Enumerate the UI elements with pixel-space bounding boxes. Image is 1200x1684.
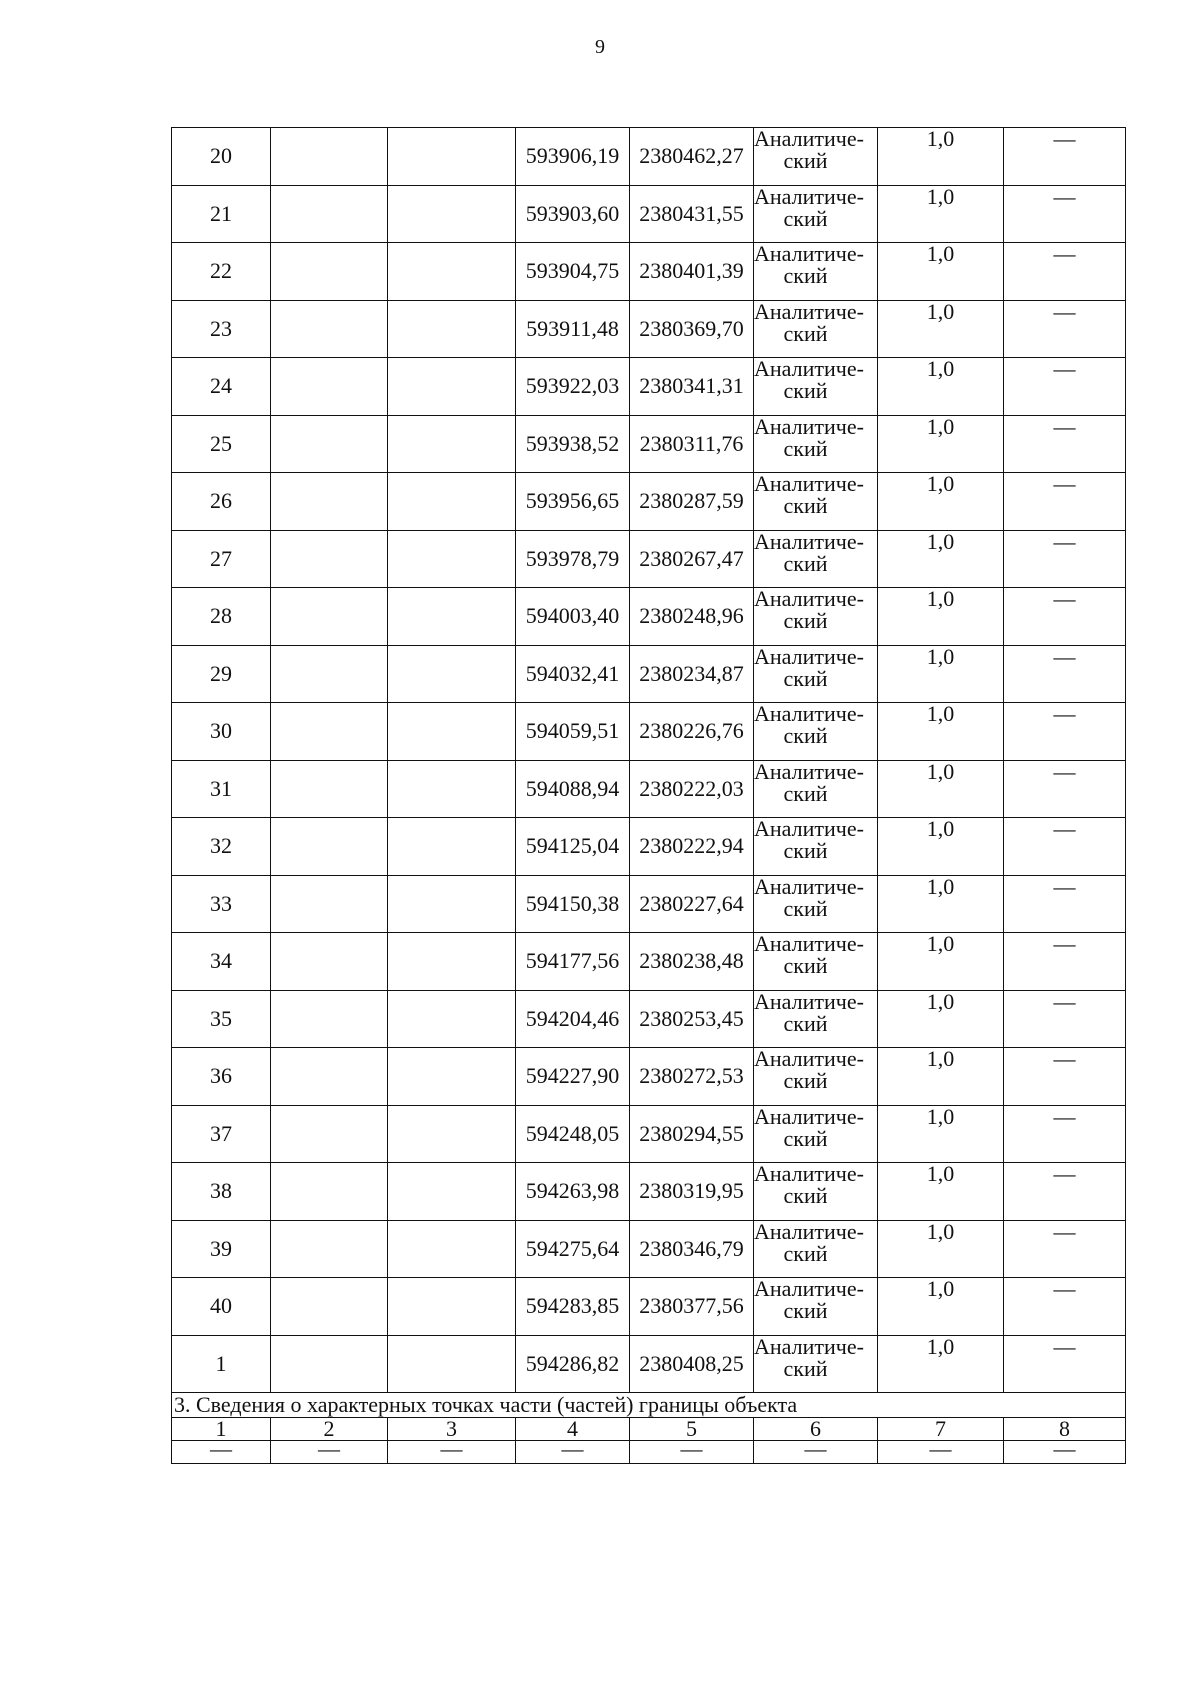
coord-x: 593956,65	[516, 473, 630, 531]
table-row	[172, 1048, 1126, 1106]
col-header: 3	[388, 1418, 516, 1441]
method-line-2: ский	[783, 723, 828, 748]
empty-cell	[388, 760, 516, 818]
point-number: 28	[172, 588, 271, 646]
empty-cell	[388, 243, 516, 301]
method-line-2: ский	[783, 550, 828, 576]
accuracy: 1,0	[878, 645, 1004, 703]
method-line-1: Аналитиче-	[754, 702, 864, 726]
empty-cell	[271, 243, 388, 301]
coord-x: 594227,90	[516, 1048, 630, 1106]
table-row	[172, 1278, 1126, 1336]
method-line-1: Аналитиче-	[754, 1105, 864, 1129]
accuracy: 1,0	[878, 1048, 1004, 1106]
method-line-1: Аналитиче-	[754, 1220, 864, 1244]
method-line-1: Аналитиче-	[754, 645, 864, 669]
coord-x: 594032,41	[516, 645, 630, 703]
table-row	[172, 933, 1126, 991]
accuracy: 1,0	[878, 243, 1004, 301]
empty-cell	[388, 990, 516, 1048]
point-number: 32	[172, 818, 271, 876]
table-row	[172, 415, 1126, 473]
table-row	[172, 473, 1126, 531]
table-row	[172, 760, 1126, 818]
section-3-empty-row	[172, 1441, 1126, 1464]
empty-cell	[271, 990, 388, 1048]
empty-cell	[271, 185, 388, 243]
coord-x: 594003,40	[516, 588, 630, 646]
table-row	[172, 1335, 1126, 1393]
point-number: 38	[172, 1163, 271, 1221]
empty-cell	[271, 818, 388, 876]
col-header: 4	[516, 1418, 630, 1441]
dash-cell: —	[878, 1441, 1004, 1464]
dash-cell: —	[1004, 990, 1126, 1048]
coord-y: 2380253,45	[630, 990, 754, 1048]
coord-x: 593978,79	[516, 530, 630, 588]
method-line-2: ский	[783, 608, 828, 633]
empty-cell	[271, 473, 388, 531]
dash-cell: —	[1004, 933, 1126, 991]
coord-x: 594286,82	[516, 1335, 630, 1393]
method-cell	[754, 1105, 878, 1163]
empty-cell	[271, 128, 388, 186]
accuracy: 1,0	[878, 358, 1004, 416]
method-cell	[754, 1335, 878, 1393]
method-cell	[754, 703, 878, 761]
table-row	[172, 1105, 1126, 1163]
empty-cell	[271, 933, 388, 991]
coord-y: 2380462,27	[630, 128, 754, 186]
method-line-1: Аналитиче-	[754, 472, 864, 496]
method-line-1: Аналитиче-	[754, 1277, 864, 1301]
empty-cell	[271, 703, 388, 761]
section-3-title-row	[172, 1393, 1126, 1418]
method-line-1: Аналитиче-	[754, 760, 864, 784]
dash-cell: —	[271, 1441, 388, 1464]
point-number: 33	[172, 875, 271, 933]
dash-cell: —	[1004, 530, 1126, 588]
accuracy: 1,0	[878, 703, 1004, 761]
accuracy: 1,0	[878, 185, 1004, 243]
method-line-2: ский	[783, 1298, 828, 1323]
empty-cell	[388, 1335, 516, 1393]
accuracy: 1,0	[878, 588, 1004, 646]
empty-cell	[388, 1278, 516, 1336]
method-line-1: Аналитиче-	[754, 127, 864, 151]
point-number: 30	[172, 703, 271, 761]
empty-cell	[388, 875, 516, 933]
coord-x: 594150,38	[516, 875, 630, 933]
empty-cell	[271, 358, 388, 416]
accuracy: 1,0	[878, 473, 1004, 531]
point-rows	[172, 128, 1126, 1393]
coord-x: 594204,46	[516, 990, 630, 1048]
method-line-1: Аналитиче-	[754, 587, 864, 611]
dash-cell: —	[630, 1441, 754, 1464]
empty-cell	[271, 1220, 388, 1278]
dash-cell: —	[1004, 875, 1126, 933]
empty-cell	[271, 1278, 388, 1336]
point-number: 22	[172, 243, 271, 301]
table-row	[172, 128, 1126, 186]
empty-cell	[388, 128, 516, 186]
dash-cell: —	[1004, 818, 1126, 876]
accuracy: 1,0	[878, 1105, 1004, 1163]
accuracy: 1,0	[878, 300, 1004, 358]
empty-cell	[388, 588, 516, 646]
empty-cell	[388, 645, 516, 703]
accuracy: 1,0	[878, 530, 1004, 588]
point-number: 31	[172, 760, 271, 818]
empty-cell	[388, 703, 516, 761]
dash-cell: —	[1004, 1163, 1126, 1221]
coord-y: 2380287,59	[630, 473, 754, 531]
point-number: 29	[172, 645, 271, 703]
table-row	[172, 300, 1126, 358]
dash-cell: —	[1004, 358, 1126, 416]
empty-cell	[388, 1105, 516, 1163]
method-line-1: Аналитиче-	[754, 530, 864, 554]
method-line-2: ский	[783, 1068, 828, 1093]
empty-cell	[388, 530, 516, 588]
coord-x: 594275,64	[516, 1220, 630, 1278]
table-row	[172, 818, 1126, 876]
empty-cell	[271, 1105, 388, 1163]
empty-cell	[271, 588, 388, 646]
method-cell	[754, 588, 878, 646]
coord-x: 594088,94	[516, 760, 630, 818]
col-header: 5	[630, 1418, 754, 1441]
method-cell	[754, 530, 878, 588]
method-cell	[754, 818, 878, 876]
method-line-1: Аналитиче-	[754, 817, 864, 841]
method-cell	[754, 243, 878, 301]
dash-cell: —	[1004, 1220, 1126, 1278]
empty-cell	[388, 358, 516, 416]
empty-cell	[271, 1048, 388, 1106]
dash-cell: —	[1004, 185, 1126, 243]
method-cell	[754, 300, 878, 358]
empty-cell	[388, 933, 516, 991]
dash-cell: —	[1004, 300, 1126, 358]
empty-cell	[388, 473, 516, 531]
method-cell	[754, 128, 878, 186]
accuracy: 1,0	[878, 415, 1004, 473]
coord-x: 593922,03	[516, 358, 630, 416]
dash-cell: —	[172, 1441, 271, 1464]
table-row	[172, 358, 1126, 416]
method-cell	[754, 415, 878, 473]
coord-x: 594283,85	[516, 1278, 630, 1336]
coord-x: 593938,52	[516, 415, 630, 473]
section-3-header-row	[172, 1418, 1126, 1441]
method-line-2: ский	[783, 378, 828, 403]
point-number: 1	[172, 1335, 271, 1393]
empty-cell	[271, 875, 388, 933]
method-cell	[754, 473, 878, 531]
empty-cell	[271, 415, 388, 473]
coord-y: 2380248,96	[630, 588, 754, 646]
coord-y: 2380346,79	[630, 1220, 754, 1278]
point-number: 26	[172, 473, 271, 531]
method-line-2: ский	[783, 1183, 828, 1208]
coord-y: 2380238,48	[630, 933, 754, 991]
method-line-2: ский	[783, 320, 828, 346]
coord-x: 594059,51	[516, 703, 630, 761]
table-row	[172, 1220, 1126, 1278]
coord-y: 2380341,31	[630, 358, 754, 416]
coord-x: 594248,05	[516, 1105, 630, 1163]
method-line-2: ский	[783, 665, 828, 691]
method-cell	[754, 1048, 878, 1106]
col-header: 1	[172, 1418, 271, 1441]
point-number: 35	[172, 990, 271, 1048]
empty-cell	[388, 1220, 516, 1278]
empty-cell	[388, 818, 516, 876]
col-header: 7	[878, 1418, 1004, 1441]
empty-cell	[271, 645, 388, 703]
method-line-2: ский	[783, 1355, 828, 1381]
method-cell	[754, 875, 878, 933]
coord-x: 593903,60	[516, 185, 630, 243]
method-cell	[754, 933, 878, 991]
dash-cell: —	[1004, 243, 1126, 301]
method-line-2: ский	[783, 1010, 828, 1036]
dash-cell: —	[1004, 1105, 1126, 1163]
method-cell	[754, 990, 878, 1048]
table-row	[172, 645, 1126, 703]
dash-cell: —	[1004, 645, 1126, 703]
col-header: 2	[271, 1418, 388, 1441]
coord-y: 2380401,39	[630, 243, 754, 301]
coord-y: 2380267,47	[630, 530, 754, 588]
accuracy: 1,0	[878, 1163, 1004, 1221]
dash-cell: —	[1004, 1278, 1126, 1336]
empty-cell	[388, 1163, 516, 1221]
method-line-2: ский	[783, 1125, 828, 1151]
dash-cell: —	[1004, 588, 1126, 646]
coord-y: 2380408,25	[630, 1335, 754, 1393]
empty-cell	[271, 1163, 388, 1221]
table-row	[172, 990, 1126, 1048]
coord-x: 594177,56	[516, 933, 630, 991]
coord-y: 2380226,76	[630, 703, 754, 761]
table-row	[172, 530, 1126, 588]
method-line-1: Аналитиче-	[754, 1335, 864, 1359]
coord-y: 2380234,87	[630, 645, 754, 703]
point-number: 34	[172, 933, 271, 991]
dash-cell: —	[1004, 1441, 1126, 1464]
table-row	[172, 185, 1126, 243]
point-number: 27	[172, 530, 271, 588]
dash-cell: —	[1004, 1335, 1126, 1393]
point-number: 40	[172, 1278, 271, 1336]
coord-x: 594125,04	[516, 818, 630, 876]
table-row	[172, 875, 1126, 933]
empty-cell	[271, 1335, 388, 1393]
method-cell	[754, 645, 878, 703]
coord-y: 2380294,55	[630, 1105, 754, 1163]
page-number: 9	[595, 36, 605, 58]
dash-cell: —	[754, 1441, 878, 1464]
method-cell	[754, 1278, 878, 1336]
method-line-1: Аналитиче-	[754, 300, 864, 324]
empty-cell	[388, 1048, 516, 1106]
accuracy: 1,0	[878, 818, 1004, 876]
table-row	[172, 703, 1126, 761]
coord-y: 2380431,55	[630, 185, 754, 243]
method-line-2: ский	[783, 780, 828, 806]
section-3-title: 3. Сведения о характерных точках части (частей) границы объекта	[172, 1393, 1126, 1418]
method-line-1: Аналитиче-	[754, 1047, 864, 1071]
method-line-2: ский	[783, 895, 828, 921]
point-number: 23	[172, 300, 271, 358]
dash-cell: —	[1004, 760, 1126, 818]
point-number: 37	[172, 1105, 271, 1163]
coord-y: 2380222,94	[630, 818, 754, 876]
method-line-1: Аналитиче-	[754, 242, 864, 266]
method-line-1: Аналитиче-	[754, 932, 864, 956]
coord-x: 593911,48	[516, 300, 630, 358]
accuracy: 1,0	[878, 1278, 1004, 1336]
method-line-1: Аналитиче-	[754, 415, 864, 439]
coord-x: 593904,75	[516, 243, 630, 301]
method-cell	[754, 185, 878, 243]
method-line-2: ский	[783, 1240, 828, 1266]
dash-cell: —	[516, 1441, 630, 1464]
table-row	[172, 1163, 1126, 1221]
dash-cell: —	[1004, 415, 1126, 473]
boundary-points-table	[171, 127, 1126, 1464]
method-line-1: Аналитиче-	[754, 185, 864, 209]
method-line-2: ский	[783, 263, 828, 288]
dash-cell: —	[1004, 473, 1126, 531]
empty-cell	[388, 415, 516, 473]
empty-cell	[388, 300, 516, 358]
point-number: 25	[172, 415, 271, 473]
table-row	[172, 243, 1126, 301]
coord-x: 593906,19	[516, 128, 630, 186]
dash-cell: —	[1004, 128, 1126, 186]
method-line-2: ский	[783, 838, 828, 863]
dash-cell: —	[1004, 703, 1126, 761]
coord-y: 2380227,64	[630, 875, 754, 933]
method-cell	[754, 1163, 878, 1221]
method-line-2: ский	[783, 435, 828, 461]
method-cell	[754, 1220, 878, 1278]
method-line-1: Аналитиче-	[754, 1162, 864, 1186]
col-header: 6	[754, 1418, 878, 1441]
method-line-2: ский	[783, 205, 828, 231]
empty-cell	[388, 185, 516, 243]
section-3	[172, 1393, 1126, 1464]
empty-cell	[271, 760, 388, 818]
coord-y: 2380319,95	[630, 1163, 754, 1221]
point-number: 20	[172, 128, 271, 186]
dash-cell: —	[1004, 1048, 1126, 1106]
accuracy: 1,0	[878, 875, 1004, 933]
method-line-2: ский	[783, 953, 828, 978]
coord-y: 2380311,76	[630, 415, 754, 473]
coord-x: 594263,98	[516, 1163, 630, 1221]
accuracy: 1,0	[878, 1335, 1004, 1393]
method-line-1: Аналитиче-	[754, 990, 864, 1014]
point-number: 36	[172, 1048, 271, 1106]
method-line-1: Аналитиче-	[754, 875, 864, 899]
method-line-2: ский	[783, 493, 828, 518]
method-cell	[754, 358, 878, 416]
coord-y: 2380369,70	[630, 300, 754, 358]
point-number: 21	[172, 185, 271, 243]
coord-y: 2380222,03	[630, 760, 754, 818]
method-cell	[754, 760, 878, 818]
method-line-2: ский	[783, 148, 828, 173]
point-number: 24	[172, 358, 271, 416]
empty-cell	[271, 300, 388, 358]
accuracy: 1,0	[878, 128, 1004, 186]
accuracy: 1,0	[878, 933, 1004, 991]
col-header: 8	[1004, 1418, 1126, 1441]
accuracy: 1,0	[878, 1220, 1004, 1278]
coord-y: 2380377,56	[630, 1278, 754, 1336]
accuracy: 1,0	[878, 760, 1004, 818]
accuracy: 1,0	[878, 990, 1004, 1048]
table-row	[172, 588, 1126, 646]
empty-cell	[271, 530, 388, 588]
point-number: 39	[172, 1220, 271, 1278]
coord-y: 2380272,53	[630, 1048, 754, 1106]
dash-cell: —	[388, 1441, 516, 1464]
method-line-1: Аналитиче-	[754, 357, 864, 381]
